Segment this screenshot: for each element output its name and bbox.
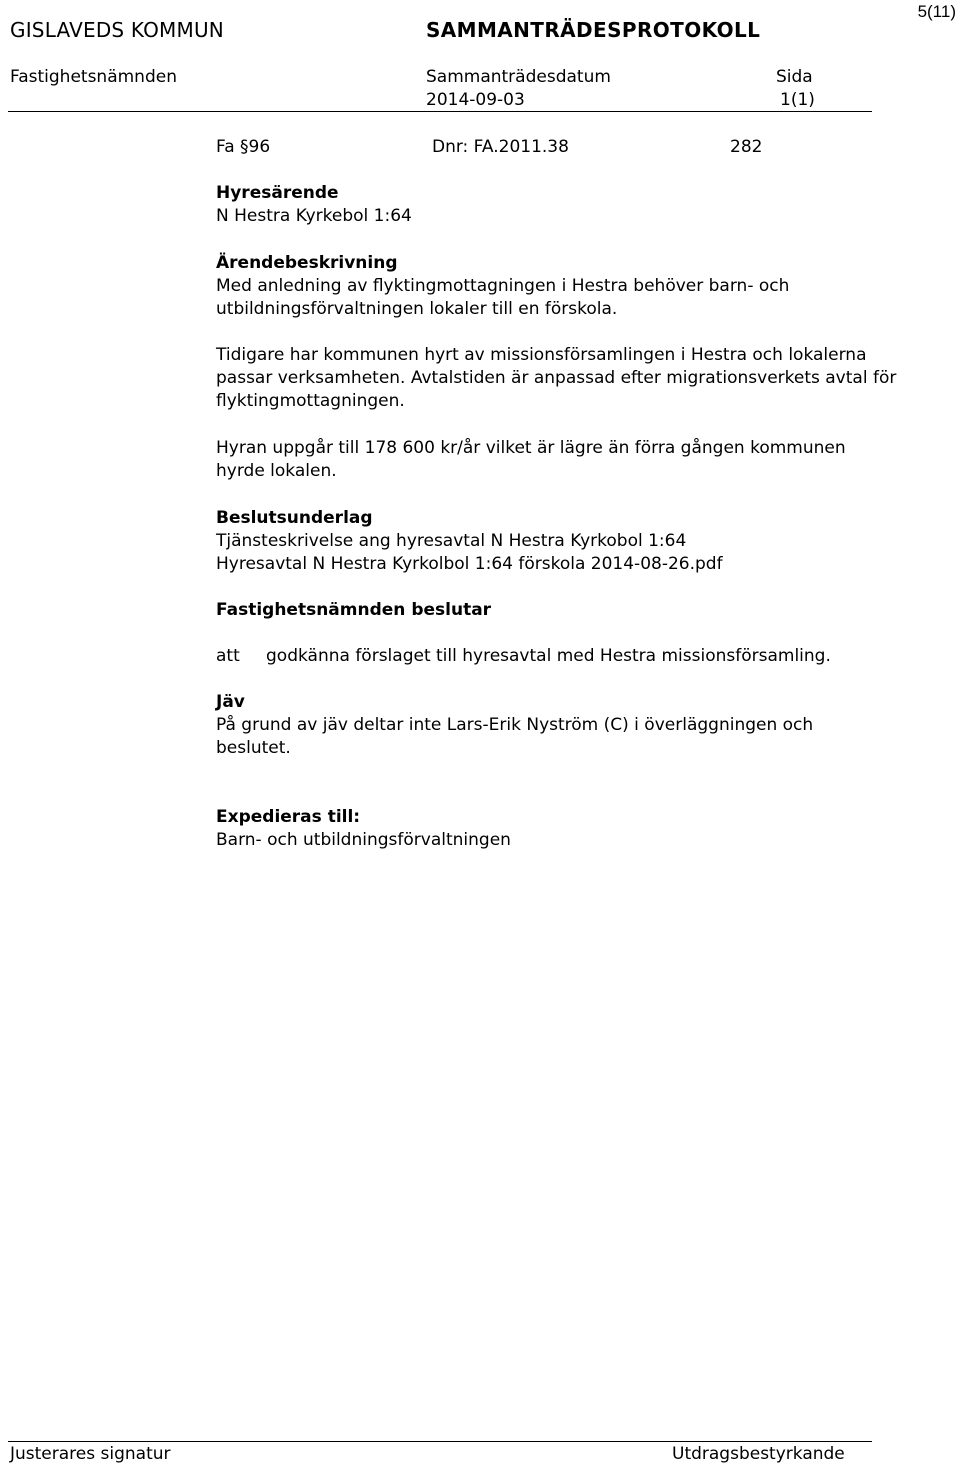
decision-text: godkänna förslaget till hyresavtal med Hestra missionsförsamling. xyxy=(266,646,831,666)
description-line: hyrde lokalen. xyxy=(216,461,337,481)
page-counter: 5(11) xyxy=(917,2,956,21)
basis-line: Tjänsteskrivelse ang hyresavtal N Hestra Kyrkobol 1:64 xyxy=(216,531,687,551)
meeting-date-label: Sammanträdesdatum xyxy=(426,67,611,87)
description-line: Hyran uppgår till 178 600 kr/år vilket är lägre än förra gången kommunen xyxy=(216,438,846,458)
section-heading: Ärendebeskrivning xyxy=(216,253,398,273)
section-disqualification xyxy=(216,691,866,760)
description-paragraph xyxy=(216,437,866,483)
section-heading: Jäv xyxy=(216,692,245,712)
description-paragraph xyxy=(216,344,897,413)
section-heading: Expedieras till: xyxy=(216,807,361,827)
basis-line: Hyresavtal N Hestra Kyrkolbol 1:64 förskola 2014-08-26.pdf xyxy=(216,554,723,574)
subject-line: N Hestra Kyrkebol 1:64 xyxy=(216,206,412,226)
disqualification-line: På grund av jäv deltar inte Lars-Erik Nyström (C) i överläggningen och xyxy=(216,715,814,735)
dispatch-line: Barn- och utbildningsförvaltningen xyxy=(216,830,511,850)
signature-label: Justerares signatur xyxy=(10,1444,171,1464)
section-subject xyxy=(216,182,866,228)
case-paragraph: Fa §96 xyxy=(216,137,271,157)
section-basis xyxy=(216,507,866,576)
description-line: Med anledning av flyktingmottagningen i Hestra behöver barn- och xyxy=(216,276,790,296)
extract-label: Utdragsbestyrkande xyxy=(672,1444,845,1464)
section-dispatch xyxy=(216,806,866,852)
organization-name: GISLAVEDS KOMMUN xyxy=(10,18,224,42)
description-line: utbildningsförvaltningen lokaler till en förskola. xyxy=(216,299,618,319)
committee-name: Fastighetsnämnden xyxy=(10,67,177,87)
section-decision xyxy=(216,599,866,622)
case-dnr: Dnr: FA.2011.38 xyxy=(432,137,569,157)
page-value: 1(1) xyxy=(780,90,815,110)
section-heading: Hyresärende xyxy=(216,183,339,203)
description-line: Tidigare har kommunen hyrt av missionsförsamlingen i Hestra och lokalerna xyxy=(216,345,867,365)
disqualification-line: beslutet. xyxy=(216,738,291,758)
footer-divider xyxy=(8,1441,872,1442)
meeting-date: 2014-09-03 xyxy=(426,90,525,110)
header-divider xyxy=(8,111,872,112)
section-description xyxy=(216,252,866,321)
section-heading: Fastighetsnämnden beslutar xyxy=(216,600,492,620)
page-label: Sida xyxy=(776,67,813,87)
description-line: flyktingmottagningen. xyxy=(216,391,405,411)
document-type: SAMMANTRÄDESPROTOKOLL xyxy=(426,18,761,42)
section-heading: Beslutsunderlag xyxy=(216,508,373,528)
case-number: 282 xyxy=(730,137,763,157)
decision-prefix: att xyxy=(216,646,240,666)
description-line: passar verksamheten. Avtalstiden är anpassad efter migrationsverkets avtal för xyxy=(216,368,897,388)
